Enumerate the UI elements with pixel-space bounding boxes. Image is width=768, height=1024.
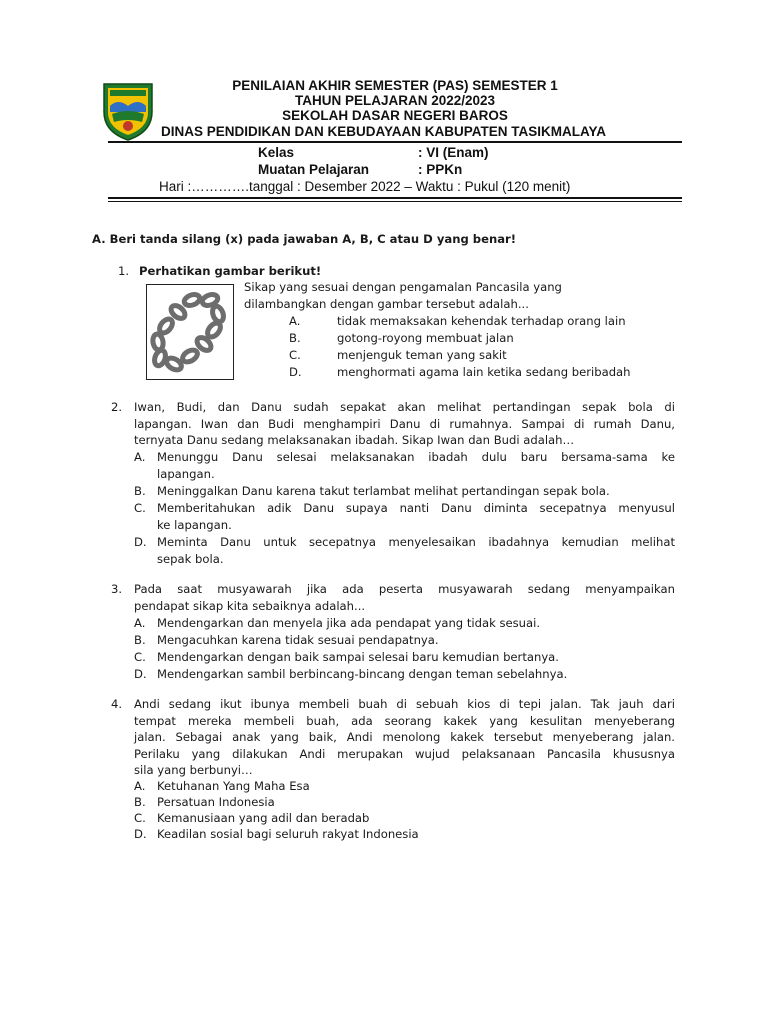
q4-option-b-text: Persatuan Indonesia: [157, 795, 275, 809]
class-label: Kelas: [258, 145, 295, 160]
q1-option-d-letter: D.: [289, 365, 302, 379]
q4-stem-line-3: jalan. Sebagai anak yang baik, Andi menolong kakek tersebut menyeberang jalan.: [134, 730, 675, 744]
subject-value: : PPKn: [418, 162, 463, 177]
q4-option-d-text: Keadilan sosial bagi seluruh rakyat Indonesia: [157, 827, 419, 841]
q1-option-c-letter: C.: [289, 348, 301, 362]
q2-option-d-letter: D.: [134, 535, 147, 549]
q4-option-a-text: Ketuhanan Yang Maha Esa: [157, 779, 310, 793]
agency-name: DINAS PENDIDIKAN DAN KEBUDAYAAN KABUPATEN TASIKMALAYA: [161, 124, 607, 139]
q2-stem-line-3: ternyata Danu sedang melaksanakan ibadah. Sikap Iwan dan Budi adalah…: [134, 433, 575, 447]
class-value: : VI (Enam): [418, 145, 489, 160]
q2-option-c-line-2: ke lapangan.: [157, 518, 232, 532]
q3-option-d-text: Mendengarkan sambil berbincang-bincang dengan teman sebelahnya.: [157, 667, 568, 681]
q1-stem-line-1: Sikap yang sesuai dengan pengamalan Pancasila yang: [244, 280, 562, 294]
q2-stem-line-2: lapangan. Iwan dan Budi menghampiri Danu di rumahnya. Sampai di rumah Danu,: [134, 417, 675, 431]
q4-option-d-letter: D.: [134, 827, 147, 841]
exam-title: PENILAIAN AKHIR SEMESTER (PAS) SEMESTER 1: [232, 78, 558, 93]
q1-option-a-letter: A.: [289, 314, 301, 328]
q2-option-b-text: Meninggalkan Danu karena takut terlambat melihat pertandingan sepak bola.: [157, 484, 610, 498]
q2-option-a-letter: A.: [134, 450, 146, 464]
q3-option-b-letter: B.: [134, 633, 146, 647]
q2-option-b-letter: B.: [134, 484, 146, 498]
school-name: SEKOLAH DASAR NEGERI BAROS: [282, 108, 508, 123]
q1-heading: Perhatikan gambar berikut!: [139, 264, 322, 278]
q1-option-b-text: gotong-royong membuat jalan: [337, 331, 514, 345]
q4-option-c-text: Kemanusiaan yang adil dan beradab: [157, 811, 370, 825]
header-bottom-rule: [108, 197, 682, 199]
q2-option-d-line-1: Meminta Danu untuk secepatnya menyelesaikan ibadahnya kemudian melihat: [157, 535, 675, 549]
q3-option-d-letter: D.: [134, 667, 147, 681]
q4-option-a-letter: A.: [134, 779, 146, 793]
academic-year: TAHUN PELAJARAN 2022/2023: [294, 93, 496, 108]
header-bottom-rule-thin: [108, 201, 682, 202]
q4-option-c-letter: C.: [134, 811, 146, 825]
q2-option-d-line-2: sepak bola.: [157, 552, 224, 566]
q4-option-b-letter: B.: [134, 795, 146, 809]
q1-option-d-text: menghormati agama lain ketika sedang beribadah: [337, 365, 631, 379]
q2-option-a-line-2: lapangan.: [157, 467, 215, 481]
header-divider: [108, 141, 682, 143]
q2-number: 2.: [111, 400, 123, 414]
chain-image-icon: [146, 284, 234, 380]
q1-option-a-text: tidak memaksakan kehendak terhadap orang lain: [337, 314, 626, 328]
q3-stem-line-1: Pada saat musyawarah jika ada peserta musyawarah sedang menyampaikan: [134, 582, 675, 596]
q2-stem-line-1: Iwan, Budi, dan Danu sudah sepakat akan melihat pertandingan sepak bola di: [134, 400, 675, 414]
q1-option-b-letter: B.: [289, 331, 301, 345]
q2-option-c-letter: C.: [134, 501, 146, 515]
q3-option-a-letter: A.: [134, 616, 146, 630]
date-time-line: Hari :………….tanggal : Desember 2022 – Waktu : Pukul (120 menit): [159, 179, 571, 194]
q2-option-a-line-1: Menunggu Danu selesai melaksanakan ibadah dulu baru bersama-sama ke: [157, 450, 675, 464]
q4-stem-line-4: Perilaku yang dilakukan Andi merupakan wujud pelaksanaan Pancasila khususnya: [134, 747, 675, 761]
q3-option-b-text: Mengacuhkan karena tidak sesuai pendapatnya.: [157, 633, 439, 647]
q4-stem-line-1: Andi sedang ikut ibunya membeli buah di sebuah kios di tepi jalan. Tak jauh dari: [134, 697, 675, 711]
q4-number: 4.: [111, 697, 123, 711]
q3-number: 3.: [111, 582, 123, 596]
q2-option-c-line-1: Memberitahukan adik Danu supaya nanti Danu diminta secepatnya menyusul: [157, 501, 675, 515]
q1-stem-line-2: dilambangkan dengan gambar tersebut adalah...: [244, 297, 529, 311]
q1-number: 1.: [118, 264, 130, 278]
subject-label: Muatan Pelajaran: [258, 162, 370, 177]
section-a-instruction: A. Beri tanda silang (x) pada jawaban A, B, C atau D yang benar!: [92, 232, 517, 246]
q3-option-a-text: Mendengarkan dan menyela jika ada pendapat yang tidak sesuai.: [157, 616, 541, 630]
q4-stem-line-2: tempat mereka membeli buah, ada seorang kakek yang kesulitan menyeberang: [134, 714, 675, 728]
q3-option-c-text: Mendengarkan dengan baik sampai selesai baru kemudian bertanya.: [157, 650, 559, 664]
q3-option-c-letter: C.: [134, 650, 146, 664]
q3-stem-line-2: pendapat sikap kita sebaiknya adalah...: [134, 599, 366, 613]
q4-stem-line-5: sila yang berbunyi…: [134, 763, 253, 777]
q1-option-c-text: menjenguk teman yang sakit: [337, 348, 507, 362]
